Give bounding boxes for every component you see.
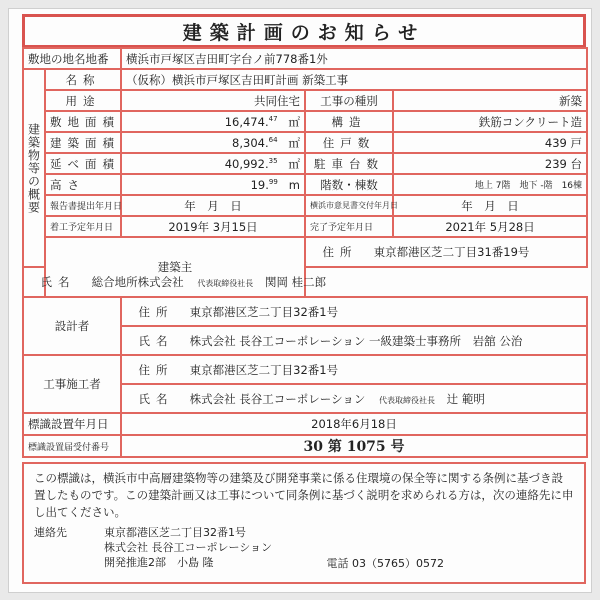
work-type-value: 新築 bbox=[393, 90, 587, 111]
contractor-rep-title: 代表取締役社長 bbox=[379, 395, 436, 405]
owner-rep-title: 代表取締役社長 bbox=[197, 279, 254, 288]
floors-label: 階数・棟数 bbox=[305, 174, 393, 195]
floors-value: 地上 7階 地下 -階 16棟 bbox=[393, 174, 587, 195]
site-label: 敷地の地名地番 bbox=[23, 48, 121, 69]
use-value: 共同住宅 bbox=[121, 90, 305, 111]
report-date-label: 報告書提出年月日 bbox=[45, 195, 121, 216]
sign-date-label: 標識設置年月日 bbox=[23, 413, 121, 435]
opinion-date-label: 横浜市意見書交付年月日 bbox=[305, 195, 393, 216]
name-value: （仮称）横浜市戸塚区吉田町計画 新築工事 bbox=[121, 69, 587, 90]
complete-date-value: 2021年 5月28日 bbox=[393, 216, 587, 237]
building-group-label: 建築物等の概要 bbox=[23, 69, 45, 267]
site-area-label: 敷地面積 bbox=[45, 111, 121, 132]
contractor-address: 東京都港区芝二丁目32番1号 bbox=[189, 362, 339, 377]
designer-name-row bbox=[121, 326, 587, 355]
height-value: 19.99 m bbox=[121, 174, 305, 195]
structure-value: 鉄筋コンクリート造 bbox=[393, 111, 587, 132]
units-value: 439 戸 bbox=[393, 132, 587, 153]
name-label: 名称 bbox=[45, 69, 121, 90]
contact-line1: 東京都港区芝二丁目32番1号 bbox=[104, 526, 246, 539]
contractor-name: 株式会社 長谷工コーポレーション bbox=[189, 391, 366, 406]
designer-address: 東京都港区芝二丁目32番1号 bbox=[189, 304, 339, 319]
contractor-rep-name: 辻 範明 bbox=[446, 391, 485, 406]
sign-number-label: 標識設置届受付番号 bbox=[23, 435, 121, 457]
sign-number-value: 30 第 1075 号 bbox=[121, 435, 587, 457]
contact-label: 連絡先 bbox=[34, 526, 67, 539]
designer-group-label: 設計者 bbox=[23, 297, 121, 355]
owner-address: 東京都港区芝二丁目31番19号 bbox=[373, 245, 530, 259]
contractor-address-label: 住所 bbox=[138, 362, 174, 377]
parking-value: 239 台 bbox=[393, 153, 587, 174]
site-area-value: 16,474.47 ㎡ bbox=[121, 111, 305, 132]
work-type-label: 工事の種別 bbox=[305, 90, 393, 111]
designer-name: 株式会社 長谷工コーポレーション 一級建築士事務所 bbox=[189, 333, 462, 348]
board-title: 建築計画のお知らせ bbox=[22, 14, 586, 48]
report-date-value: 年 月 日 bbox=[121, 195, 305, 216]
structure-label: 構造 bbox=[305, 111, 393, 132]
height-label: 高さ bbox=[45, 174, 121, 195]
contact-block bbox=[34, 525, 574, 570]
sign-date-value: 2018年6月18日 bbox=[121, 413, 587, 435]
contact-phone: 電話 03（5765）0572 bbox=[326, 557, 444, 570]
notice-text: この標識は，横浜市中高層建築物等の建築及び開発事業に係る住環境の保全等に関する条例に基づき設置したものです。この建築計画又は工事について同条例に基づく説明を求められる方は，次の連絡先に申し出てください。 bbox=[34, 471, 574, 519]
complete-date-label: 完了予定年月日 bbox=[305, 216, 393, 237]
contractor-address-row bbox=[121, 355, 587, 384]
designer-rep-name: 岩舘 公治 bbox=[472, 333, 523, 348]
building-area-value: 8,304.64 ㎡ bbox=[121, 132, 305, 153]
owner-name: 総合地所株式会社 bbox=[91, 275, 184, 289]
building-area-label: 建築面積 bbox=[45, 132, 121, 153]
owner-rep-name: 関岡 桂二郎 bbox=[264, 275, 327, 289]
parking-label: 駐車台数 bbox=[305, 153, 393, 174]
floor-area-value: 40,992.35 ㎡ bbox=[121, 153, 305, 174]
opinion-date-value: 年 月 日 bbox=[393, 195, 587, 216]
start-date-value: 2019年 3月15日 bbox=[121, 216, 305, 237]
owner-group-label: 建築主 bbox=[45, 237, 305, 297]
units-label: 住戸数 bbox=[305, 132, 393, 153]
designer-address-label: 住所 bbox=[138, 304, 174, 319]
contractor-name-row bbox=[121, 384, 587, 413]
designer-name-label: 氏名 bbox=[138, 333, 174, 348]
floor-area-label: 延べ面積 bbox=[45, 153, 121, 174]
contact-line2: 株式会社 長谷工コーポレーション bbox=[104, 541, 273, 554]
owner-address-row bbox=[305, 237, 587, 267]
contractor-name-label: 氏名 bbox=[138, 391, 174, 406]
site-value: 横浜市戸塚区吉田町字台ノ前778番1外 bbox=[121, 48, 587, 69]
building-plan-table bbox=[22, 47, 588, 458]
notice-box bbox=[22, 462, 586, 584]
use-label: 用途 bbox=[45, 90, 121, 111]
start-date-label: 着工予定年月日 bbox=[45, 216, 121, 237]
owner-address-label: 住所 bbox=[322, 245, 358, 259]
designer-address-row bbox=[121, 297, 587, 326]
contractor-group-label: 工事施工者 bbox=[23, 355, 121, 413]
owner-name-label: 氏名 bbox=[40, 275, 76, 289]
contact-line3: 開発推進2部 小島 隆 bbox=[104, 556, 214, 569]
